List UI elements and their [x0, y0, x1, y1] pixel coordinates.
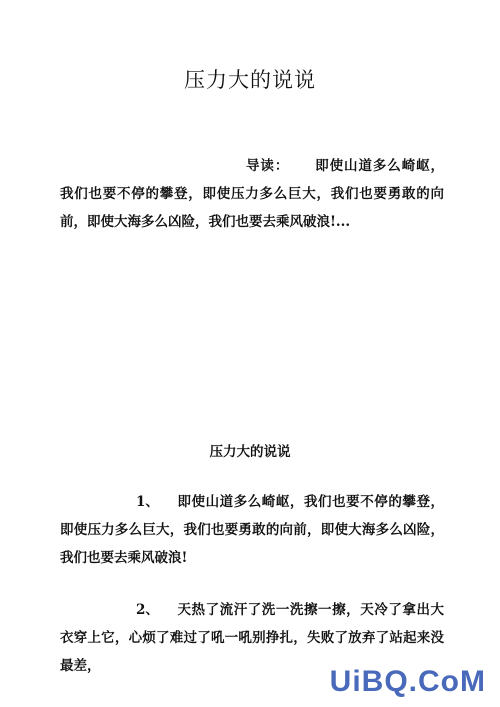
- site-watermark: UiBQ.CoM: [329, 665, 486, 698]
- intro-label: 导读：: [246, 158, 290, 174]
- section-subtitle: 压力大的说说: [209, 444, 291, 460]
- intro-text: 即使山道多么崎岖，我们也要不停的攀登，即使压力多么巨大，我们也要勇敢的向前，即使大海多么凶险，我们也要去乘风破浪!...: [60, 158, 445, 230]
- item-text: 天热了流汗了洗一洗擦一擦，天冷了拿出大衣穿上它，心烦了难过了吼一吼别挣扎，失败了放弃了站起来没最差，: [60, 602, 444, 674]
- page-title: 压力大的说说: [184, 68, 316, 92]
- item-text: 即使山道多么崎岖，我们也要不停的攀登，即使压力多么巨大，我们也要勇敢的向前，即使大海多么凶险，我们也要去乘风破浪!: [60, 494, 444, 566]
- item-number: 2、: [136, 602, 159, 618]
- item-number: 1、: [136, 494, 159, 510]
- intro-paragraph: [60, 152, 444, 236]
- list-item: [60, 488, 444, 572]
